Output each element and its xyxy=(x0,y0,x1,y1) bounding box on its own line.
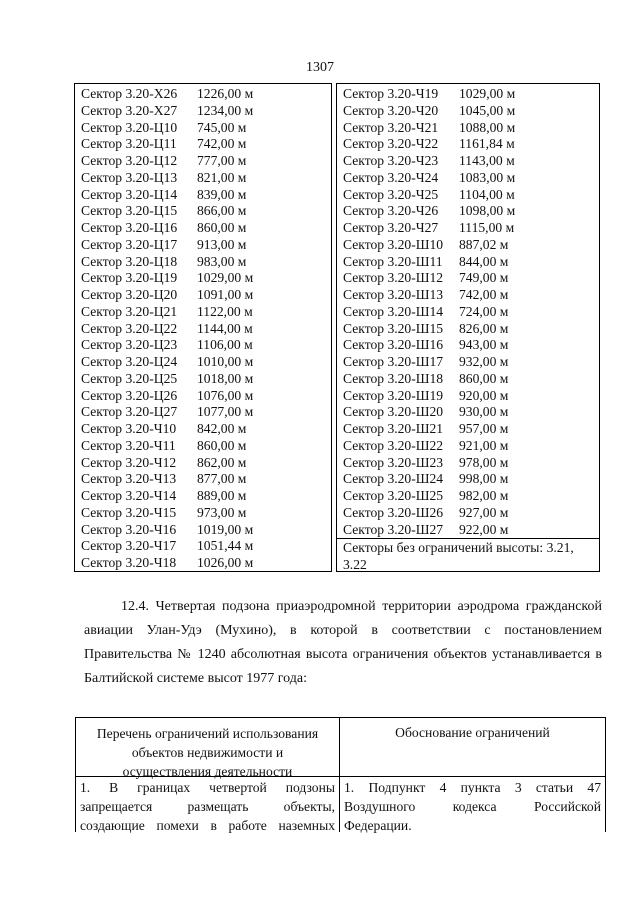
sector-height: 1143,00 м xyxy=(459,153,515,168)
sector-height-table xyxy=(74,83,600,572)
sector-name: Сектор 3.20-Ц19 xyxy=(81,270,178,286)
sector-name: Сектор 3.20-Ч16 xyxy=(81,521,177,537)
sector-name: Сектор 3.20-Ц26 xyxy=(81,387,178,403)
sector-height: 927,00 м xyxy=(459,504,509,520)
sector-row xyxy=(343,387,508,404)
sector-name: Сектор 3.20-Ш12 xyxy=(343,270,444,286)
sector-row xyxy=(343,454,508,471)
sector-height: 839,00 м xyxy=(197,186,247,202)
header-left-line: осуществления деятельности xyxy=(122,764,293,779)
sector-row xyxy=(81,186,246,203)
sector-height: 1018,00 м xyxy=(197,370,254,386)
sector-name: Сектор 3.20-Ц27 xyxy=(81,404,178,420)
sector-height: 1091,00 м xyxy=(197,287,254,302)
sector-height: 1115,00 м xyxy=(459,220,515,235)
sector-row xyxy=(81,420,246,437)
sector-name: Сектор 3.20-Ц15 xyxy=(81,203,178,219)
sector-height: 982,00 м xyxy=(459,488,509,503)
sector-name: Сектор 3.20-Ш19 xyxy=(343,387,444,403)
sector-name: Сектор 3.20-Ч20 xyxy=(343,102,439,118)
sector-row xyxy=(343,286,508,303)
sector-row xyxy=(81,353,253,370)
justification-line: Воздушного кодекса Российской xyxy=(344,799,601,814)
sector-name: Сектор 3.20-Ш24 xyxy=(343,471,444,487)
sector-row xyxy=(81,253,246,270)
sector-name: Сектор 3.20-Ш16 xyxy=(343,337,444,353)
sector-name: Сектор 3.20-Ц14 xyxy=(81,186,178,202)
sector-height: 1019,00 м xyxy=(197,521,254,537)
sector-name: Сектор 3.20-Ц23 xyxy=(81,337,178,353)
sector-name: Сектор 3.20-Ш26 xyxy=(343,504,444,520)
sector-name: Сектор 3.20-Ч19 xyxy=(343,86,439,101)
sector-name: Сектор 3.20-Ч25 xyxy=(343,186,439,202)
sector-height: 1098,00 м xyxy=(459,203,516,219)
justification-line: 1. Подпункт 4 пункта 3 статьи 47 xyxy=(344,780,601,795)
sector-height: 1076,00 м xyxy=(197,387,254,403)
restriction-cell xyxy=(75,776,340,832)
restriction-line: 1. В границах четвертой подзоны xyxy=(80,780,335,795)
sector-height: 913,00 м xyxy=(197,236,247,252)
sector-height: 978,00 м xyxy=(459,454,509,470)
sector-row xyxy=(81,336,253,353)
section-paragraph xyxy=(84,595,602,691)
sector-name: Сектор 3.20-Ц12 xyxy=(81,153,178,168)
sector-row xyxy=(343,253,508,270)
sector-row xyxy=(81,454,246,471)
sector-name: Сектор 3.20-Ш10 xyxy=(343,236,444,252)
sector-row xyxy=(343,135,515,152)
sector-height: 957,00 м xyxy=(459,421,509,436)
sector-height: 1010,00 м xyxy=(197,354,254,369)
sector-name: Сектор 3.20-Ц16 xyxy=(81,220,178,235)
sector-height: 1077,00 м xyxy=(197,404,254,420)
restrictions-table xyxy=(75,717,606,832)
sector-name: Сектор 3.20-Ц21 xyxy=(81,303,178,319)
sector-row xyxy=(343,119,515,136)
sector-name: Сектор 3.20-Ш14 xyxy=(343,303,444,319)
sector-height: 1026,00 м xyxy=(197,555,254,570)
sector-height: 862,00 м xyxy=(197,454,247,470)
sector-name: Сектор 3.20-Ш25 xyxy=(343,488,444,503)
header-left-line: объектов недвижимости и xyxy=(131,745,284,760)
no-limit-note-line2: 3.22 xyxy=(343,557,367,572)
sector-name: Сектор 3.20-Ч21 xyxy=(343,119,439,135)
sector-height: 877,00 м xyxy=(197,471,247,487)
sector-row xyxy=(343,521,508,538)
sector-height: 1234,00 м xyxy=(197,102,254,118)
sector-row xyxy=(343,487,508,504)
sector-height: 860,00 м xyxy=(197,220,247,235)
sector-height: 943,00 м xyxy=(459,337,509,353)
sector-row xyxy=(343,102,515,119)
sector-name: Сектор 3.20-Ч22 xyxy=(343,136,439,152)
sector-row xyxy=(343,403,508,420)
sector-row xyxy=(81,286,253,303)
sector-height: 998,00 м xyxy=(459,471,509,487)
sector-name: Сектор 3.20-Ц10 xyxy=(81,119,178,135)
sector-row xyxy=(343,504,508,521)
sector-column-left xyxy=(74,83,332,572)
sector-height: 932,00 м xyxy=(459,354,509,369)
sector-height: 930,00 м xyxy=(459,404,509,420)
sector-row xyxy=(343,370,508,387)
sector-height: 983,00 м xyxy=(197,253,247,269)
sector-name: Сектор 3.20-Ш13 xyxy=(343,287,444,302)
sector-row xyxy=(81,487,246,504)
sector-name: Сектор 3.20-Ч27 xyxy=(343,220,439,235)
sector-name: Сектор 3.20-Ш15 xyxy=(343,320,444,336)
sector-height: 1106,00 м xyxy=(197,337,253,353)
sector-height: 844,00 м xyxy=(459,253,509,269)
sector-height: 1144,00 м xyxy=(197,320,253,336)
sector-height: 921,00 м xyxy=(459,437,509,453)
sector-name: Сектор 3.20-Ш21 xyxy=(343,421,444,436)
sector-height: 1051,44 м xyxy=(197,538,254,554)
sector-name: Сектор 3.20-Ч13 xyxy=(81,471,177,487)
sector-row xyxy=(81,236,246,253)
sector-height: 860,00 м xyxy=(197,437,247,453)
sector-row xyxy=(81,504,246,521)
sector-height: 1104,00 м xyxy=(459,186,515,202)
header-right-text: Обоснование ограничений xyxy=(395,725,550,740)
sector-row xyxy=(81,102,253,119)
sector-row xyxy=(81,320,253,337)
sector-height: 1029,00 м xyxy=(197,270,254,286)
sector-name: Сектор 3.20-Ц18 xyxy=(81,253,178,269)
sector-row xyxy=(81,202,246,219)
sector-name: Сектор 3.20-Ч11 xyxy=(81,437,176,453)
sector-row xyxy=(81,437,246,454)
sector-height: 973,00 м xyxy=(197,504,247,520)
sector-name: Сектор 3.20-Ш27 xyxy=(343,521,444,537)
sector-height: 826,00 м xyxy=(459,320,509,336)
sector-row xyxy=(343,269,508,286)
sector-row xyxy=(81,387,253,404)
sector-row xyxy=(343,152,515,169)
sector-row xyxy=(343,353,508,370)
sector-name: Сектор 3.20-Ш20 xyxy=(343,404,444,420)
paragraph-line: Правительства № 1240 абсолютная высота ограничения объектов устанавливается в xyxy=(84,647,602,662)
sector-name: Сектор 3.20-Ш22 xyxy=(343,437,444,453)
sector-row xyxy=(81,521,253,538)
header-justification xyxy=(339,717,606,777)
sector-row xyxy=(81,169,246,186)
sector-row xyxy=(343,437,508,454)
sector-name: Сектор 3.20-Ч12 xyxy=(81,454,177,470)
sector-row xyxy=(81,135,246,152)
restriction-line: создающие помехи в работе наземных xyxy=(80,818,335,833)
header-restrictions-list xyxy=(75,717,340,777)
sector-height: 1045,00 м xyxy=(459,102,516,118)
sector-row xyxy=(343,303,508,320)
sector-row xyxy=(81,470,246,487)
sector-height: 1083,00 м xyxy=(459,169,516,185)
sector-height: 842,00 м xyxy=(197,421,247,436)
justification-cell xyxy=(339,776,606,832)
sector-row xyxy=(81,269,253,286)
sector-height: 724,00 м xyxy=(459,303,509,319)
sector-row xyxy=(343,169,515,186)
sector-name: Сектор 3.20-Ц11 xyxy=(81,136,177,152)
sector-row xyxy=(81,303,253,320)
sector-height: 777,00 м xyxy=(197,153,247,168)
sector-row xyxy=(343,85,515,102)
sector-name: Сектор 3.20-Ц25 xyxy=(81,370,178,386)
sector-row xyxy=(81,219,246,236)
sector-row xyxy=(343,219,514,236)
no-limit-note-line1: Секторы без ограничений высоты: 3.21, xyxy=(343,540,574,555)
page-number: 1307 xyxy=(306,60,334,75)
sector-height: 742,00 м xyxy=(197,136,247,152)
sector-name: Сектор 3.20-Ш17 xyxy=(343,354,444,369)
sector-height: 745,00 м xyxy=(197,119,247,135)
sector-name: Сектор 3.20-Ц24 xyxy=(81,354,178,369)
sector-name: Сектор 3.20-Ц17 xyxy=(81,236,178,252)
sector-name: Сектор 3.20-Ч15 xyxy=(81,504,177,520)
sector-row xyxy=(81,370,253,387)
sector-height: 742,00 м xyxy=(459,287,509,302)
restriction-line: запрещается размещать объекты, xyxy=(80,799,335,814)
sector-row xyxy=(343,236,508,253)
sector-row xyxy=(343,470,508,487)
sector-height: 866,00 м xyxy=(197,203,247,219)
sector-name: Сектор 3.20-Ч26 xyxy=(343,203,439,219)
sector-row xyxy=(81,554,253,571)
no-limit-note xyxy=(343,539,593,573)
sector-height: 920,00 м xyxy=(459,387,509,403)
header-left-line: Перечень ограничений использования xyxy=(96,726,319,741)
sector-height: 889,00 м xyxy=(197,488,247,503)
paragraph-line: авиации Улан-Удэ (Мухино), в которой в соответствии с постановлением xyxy=(84,623,602,638)
sector-height: 821,00 м xyxy=(197,169,247,185)
sector-height: 922,00 м xyxy=(459,521,509,537)
sector-name: Сектор 3.20-Ч24 xyxy=(343,169,439,185)
sector-row xyxy=(81,537,253,554)
sector-name: Сектор 3.20-Ч17 xyxy=(81,538,177,554)
sector-name: Сектор 3.20-Ч10 xyxy=(81,421,177,436)
sector-row xyxy=(343,420,508,437)
sector-row xyxy=(81,119,246,136)
sector-height: 1161,84 м xyxy=(459,136,515,152)
sector-row xyxy=(343,336,508,353)
sector-row xyxy=(81,403,253,420)
sector-name: Сектор 3.20-Ш18 xyxy=(343,370,444,386)
sector-name: Сектор 3.20-Х27 xyxy=(81,102,178,118)
justification-line: Федерации. xyxy=(344,818,412,833)
sector-height: 1029,00 м xyxy=(459,86,516,101)
sector-name: Сектор 3.20-Ч18 xyxy=(81,555,177,570)
sector-name: Сектор 3.20-Ц22 xyxy=(81,320,178,336)
sector-name: Сектор 3.20-Ц20 xyxy=(81,287,178,302)
sector-column-right xyxy=(336,83,600,572)
sector-name: Сектор 3.20-Ч23 xyxy=(343,153,439,168)
sector-name: Сектор 3.20-Ц13 xyxy=(81,169,178,185)
sector-height: 887,02 м xyxy=(459,236,509,252)
sector-name: Сектор 3.20-Ч14 xyxy=(81,488,177,503)
sector-height: 749,00 м xyxy=(459,270,509,286)
sector-name: Сектор 3.20-Ш23 xyxy=(343,454,444,470)
sector-name: Сектор 3.20-Ш11 xyxy=(343,253,443,269)
sector-row xyxy=(343,186,515,203)
sector-row xyxy=(81,152,246,169)
sector-name: Сектор 3.20-Х26 xyxy=(81,86,178,101)
sector-row xyxy=(343,202,515,219)
sector-height: 1088,00 м xyxy=(459,119,516,135)
paragraph-line: Балтийской системе высот 1977 года: xyxy=(84,671,307,686)
sector-height: 1226,00 м xyxy=(197,86,254,101)
sector-row xyxy=(343,320,508,337)
sector-height: 860,00 м xyxy=(459,370,509,386)
sector-row xyxy=(81,85,253,102)
paragraph-line: 12.4. Четвертая подзона приаэродромной территории аэродрома гражданской xyxy=(121,599,602,614)
sector-height: 1122,00 м xyxy=(197,303,253,319)
